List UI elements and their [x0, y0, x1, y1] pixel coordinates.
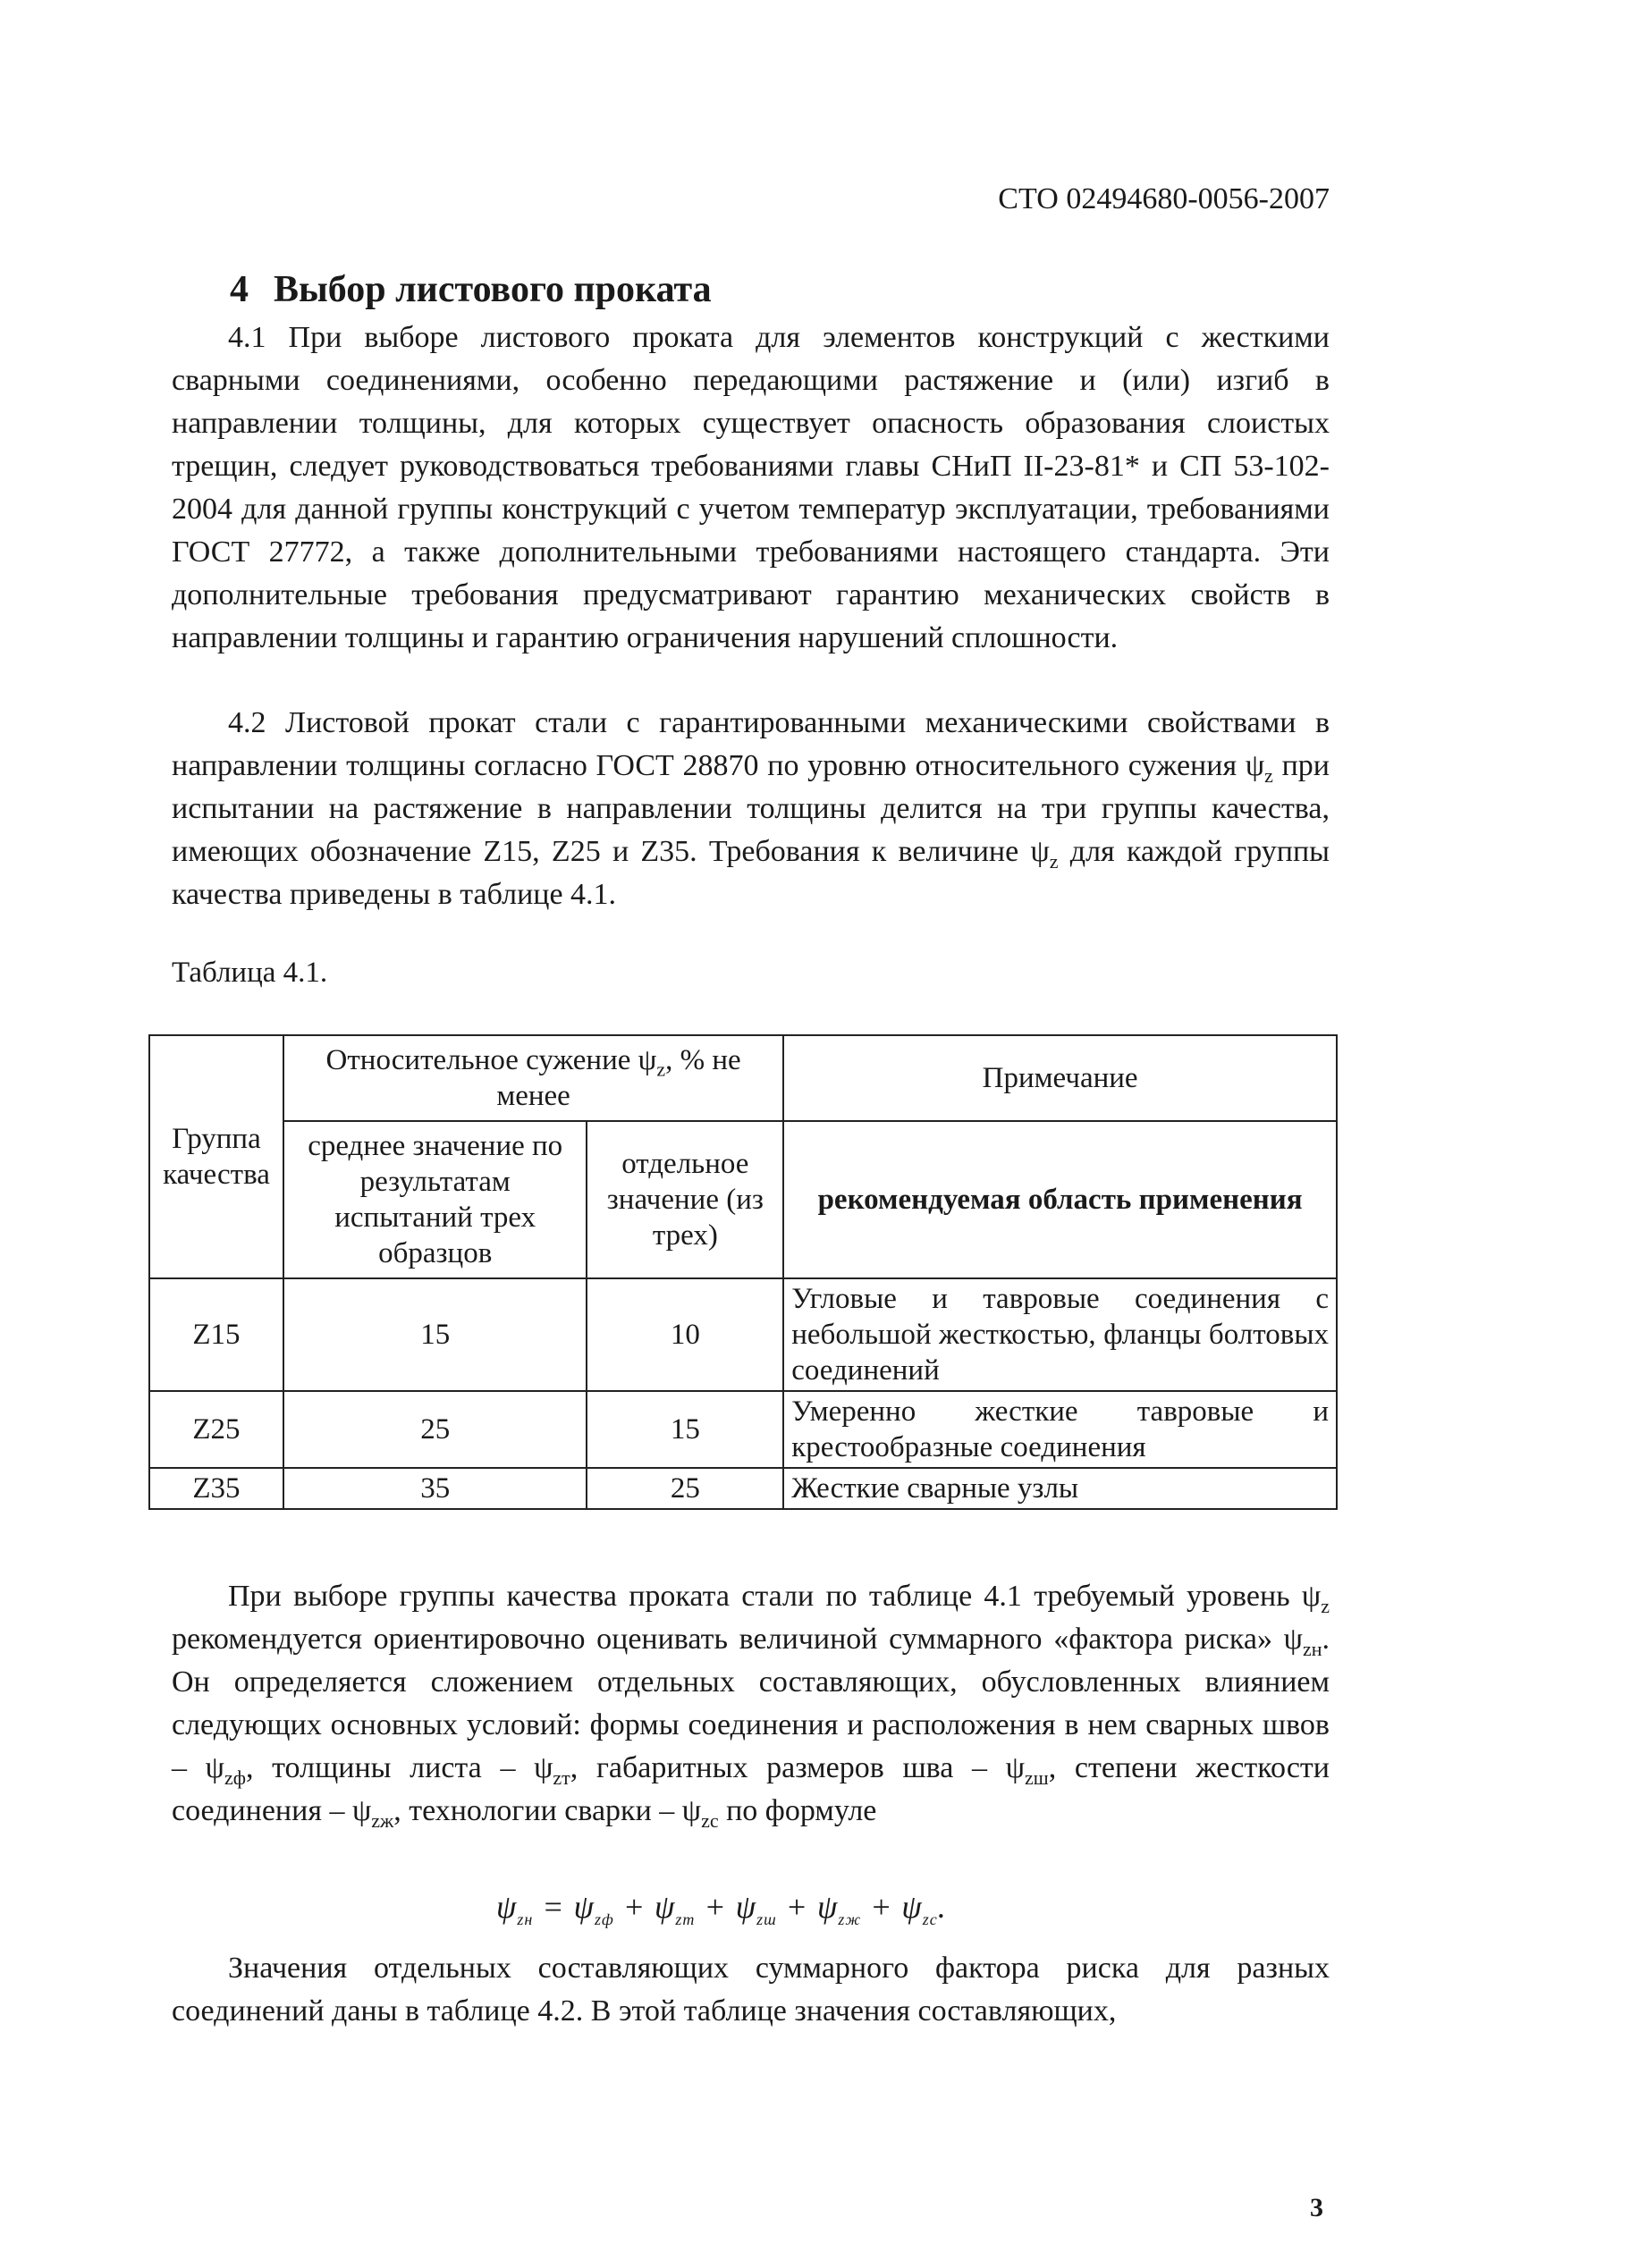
- subscript: zн: [1302, 1637, 1322, 1660]
- formula-operator: +: [695, 1889, 736, 1925]
- cell-single: 25: [587, 1468, 783, 1509]
- cell-average: 25: [283, 1391, 587, 1468]
- table-header-row: [149, 1035, 1337, 1121]
- text-run: по формуле: [718, 1794, 877, 1827]
- formula-symbol: ψ: [496, 1889, 518, 1925]
- formula-symbol: ψ: [816, 1889, 839, 1925]
- formula-symbol: ψ: [573, 1889, 595, 1925]
- table-row: [149, 1391, 1337, 1468]
- formula-operator: +: [776, 1889, 817, 1925]
- formula-subscript: zж: [838, 1910, 862, 1929]
- paragraph-risk-factor: [172, 1575, 1330, 1833]
- text-run: , степени жесткости соединения – ψ: [172, 1751, 1330, 1827]
- cell-group: Z15: [149, 1278, 283, 1391]
- header-group: Группа качества: [149, 1035, 283, 1278]
- formula-symbol: ψ: [901, 1889, 923, 1925]
- subscript: zф: [224, 1766, 246, 1789]
- text-run: , толщины листа – ψ: [245, 1751, 553, 1784]
- quality-groups-table: [148, 1034, 1338, 1510]
- formula-subscript: zт: [675, 1910, 696, 1929]
- section-heading: [230, 268, 712, 311]
- formula-operator: +: [861, 1889, 902, 1925]
- subscript: z: [1049, 849, 1059, 873]
- subscript: zш: [1025, 1766, 1049, 1789]
- cell-average: 35: [283, 1468, 587, 1509]
- text-run: для каждой группы качества приведены в таблице 4.1.: [172, 835, 1330, 911]
- formula-subscript: zф: [594, 1910, 614, 1929]
- paragraph-4-1: [172, 316, 1330, 660]
- formula-subscript: zc: [922, 1910, 938, 1929]
- text-run: , габаритных размеров шва – ψ: [570, 1751, 1025, 1784]
- cell-note: Жесткие сварные узлы: [783, 1468, 1337, 1509]
- subscript: z: [1264, 763, 1273, 787]
- cell-single: 15: [587, 1391, 783, 1468]
- paragraph-4-2: [172, 702, 1330, 916]
- cell-single: 10: [587, 1278, 783, 1391]
- header-single: отдельное значение (из трех): [587, 1121, 783, 1278]
- formula-subscript: zш: [756, 1910, 777, 1929]
- subscript: zт: [553, 1766, 570, 1789]
- formula-subscript: zн: [517, 1910, 534, 1929]
- table-row: [149, 1468, 1337, 1509]
- cell-average: 15: [283, 1278, 587, 1391]
- subscript: z: [656, 1058, 666, 1081]
- risk-factor-formula: [496, 1888, 947, 1929]
- paragraph-values-text: Значения отдельных составляющих суммарного фактора риска для разных соединений даны в таблице 4.2. В этой таблице значения составляющих,: [172, 1952, 1330, 2028]
- document-code: СТО 02494680-0056-2007: [998, 182, 1330, 215]
- text-run: при испытании на растяжение в направлении толщины делится на три группы качества, имеющих обозначение Z15, Z25 и Z35. Требования к величине ψ: [172, 749, 1330, 868]
- text-run: 4.2 Листовой прокат стали с гарантированными механическими свойствами в направлении толщины согласно ГОСТ 28870 по уровню относительного сужения ψ: [172, 706, 1330, 782]
- header-text: , % не менее: [496, 1044, 741, 1112]
- header-application: рекомендуемая область применения: [783, 1121, 1337, 1278]
- text-run: . Он определяется сложением отдельных составляющих, обусловленных влиянием следующих основных условий: формы соединения и расположения в нем сварных швов – ψ: [172, 1623, 1330, 1784]
- table-caption: Таблица 4.1.: [172, 957, 328, 989]
- paragraph-4-2-text: [172, 702, 1330, 916]
- header-average: среднее значение по результатам испытаний трех образцов: [283, 1121, 587, 1278]
- table-row: [149, 1278, 1337, 1391]
- cell-note: Умеренно жесткие тавровые и крестообразные соединения: [783, 1391, 1337, 1468]
- paragraph-4-1-text: 4.1 При выборе листового проката для элементов конструкций с жесткими сварными соединениями, особенно передающими растяжение и (или) изгиб в направлении толщины, для которых существует опасность образования слоистых трещин, следует руководствоваться требованиями главы СНиП II-23-81* и СП 53-102-2004 для данной группы конструкций с учетом температур эксплуатации, требованиями ГОСТ 27772, а также дополнительными требованиями настоящего стандарта. Эти дополнительные требования предусматривают гарантию механических свойств в направлении толщины и гарантию ограничения нарушений сплошности.: [172, 321, 1330, 654]
- text-run: При выборе группы качества проката стали по таблице 4.1 требуемый уровень ψ: [228, 1580, 1322, 1613]
- cell-note: Угловые и тавровые соединения с небольшой жесткостью, фланцы болтовых соединений: [783, 1278, 1337, 1391]
- subscript: zж: [371, 1808, 394, 1832]
- formula-symbol: ψ: [735, 1889, 757, 1925]
- section-number: 4: [230, 269, 249, 310]
- section-title: Выбор листового проката: [274, 269, 712, 310]
- header-narrowing: [283, 1035, 783, 1121]
- text-run: , технологии сварки – ψ: [393, 1794, 702, 1827]
- paragraph-values: [172, 1947, 1330, 2033]
- table-subheader-row: [149, 1121, 1337, 1278]
- subscript: z: [1321, 1594, 1330, 1617]
- formula-operator: +: [613, 1889, 655, 1925]
- formula-operator: =: [533, 1889, 574, 1925]
- paragraph-risk-factor-text: [172, 1575, 1330, 1833]
- cell-group: Z35: [149, 1468, 283, 1509]
- header-note: Примечание: [783, 1035, 1337, 1121]
- subscript: zc: [701, 1808, 719, 1832]
- text-run: рекомендуется ориентировочно оценивать величиной суммарного «фактора риска» ψ: [172, 1623, 1303, 1656]
- formula-operator: .: [937, 1889, 947, 1925]
- page-number: 3: [1310, 2193, 1323, 2222]
- header-text: Относительное сужение ψ: [325, 1044, 657, 1076]
- formula-symbol: ψ: [655, 1889, 676, 1925]
- cell-group: Z25: [149, 1391, 283, 1468]
